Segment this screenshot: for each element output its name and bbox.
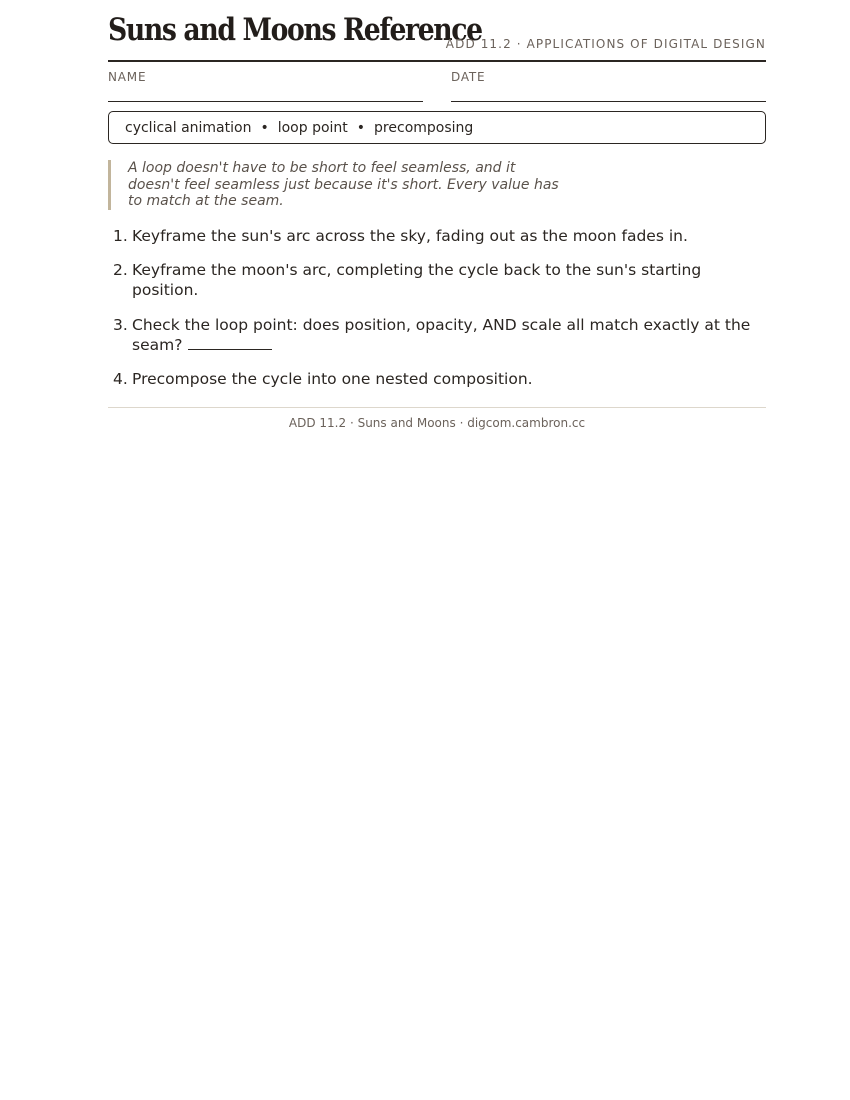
answer-blank[interactable] [188,337,272,350]
step-number: 2. [113,261,128,279]
student-fields [108,62,766,102]
step-item [108,315,766,355]
step-number: 1. [113,226,128,245]
topic-separator: • [356,119,366,136]
topics-box [108,111,766,144]
worksheet-header [108,0,766,62]
step-text: Keyframe the sun's arc across the sky, fading out as the moon fades in. [132,226,688,245]
page-title: Suns and Moons Reference [108,12,482,48]
topic-item: cyclical animation [125,119,252,136]
step-number: 4. [113,370,128,388]
date-field[interactable] [451,62,766,102]
step-number: 3. [113,315,128,334]
step-text: Precompose the cycle into one nested composition. [132,370,533,388]
topic-item: loop point [277,119,348,136]
topic-separator: • [260,119,269,136]
topic-item: precomposing [374,119,474,136]
worksheet-page [108,0,766,430]
name-field[interactable] [108,62,423,102]
date-label: DATE [451,70,486,84]
pull-quote: A loop doesn't have to be short to feel seamless, and it doesn't feel seamless just because it's short. Every value has to match at the seam. [108,160,568,210]
name-label: NAME [108,70,147,84]
step-item [108,260,766,300]
steps-list [108,226,766,390]
step-item [108,226,766,246]
step-text: Keyframe the moon's arc, completing the cycle back to the sun's starting position. [132,261,702,299]
step-item [108,369,766,389]
page-footer: ADD 11.2 · Suns and Moons · digcom.cambron.cc [108,407,766,430]
step-text: Check the loop point: does position, opacity, AND scale all match exactly at the seam? [132,315,751,354]
course-label: ADD 11.2 · APPLICATIONS OF DIGITAL DESIGN [445,37,766,51]
